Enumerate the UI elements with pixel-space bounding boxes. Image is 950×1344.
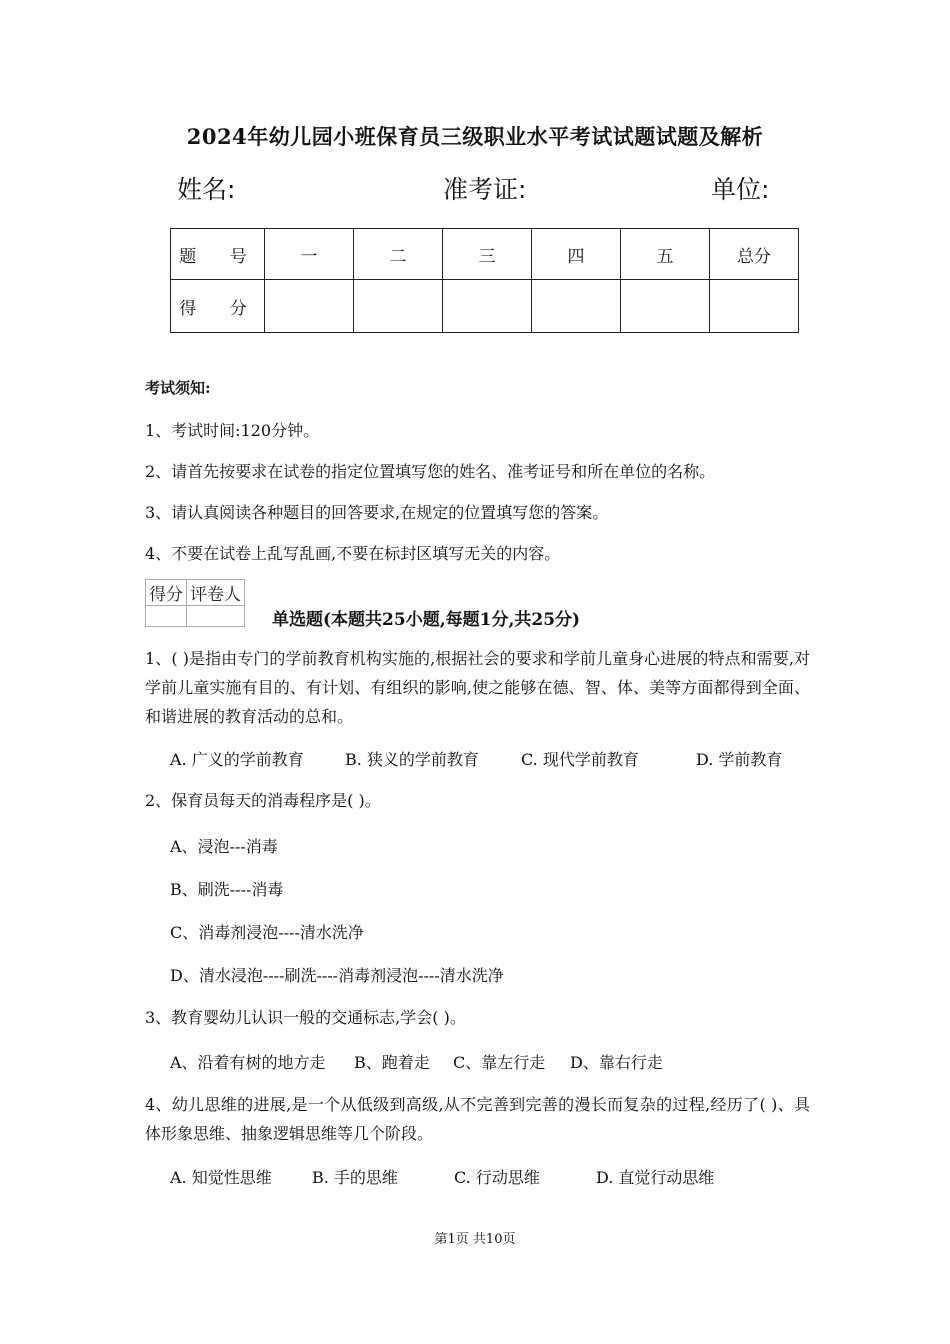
score-table-cell: 一 [265,229,354,280]
notice-heading: 考试须知: [145,379,211,397]
score-table [170,228,799,333]
score-table-cell: 二 [354,229,443,280]
grader-reviewer-cell[interactable] [187,606,245,627]
question-3-option-b[interactable]: B、跑着走 [354,1053,430,1072]
score-table-score-row [171,280,799,333]
question-3-text: 3、教育婴幼儿认识一般的交通标志,学会( )。 [145,1008,466,1027]
score-table-cell: 总分 [710,229,799,280]
notice-item: 4、不要在试卷上乱写乱画,不要在标封区填写无关的内容。 [145,544,561,563]
page-footer: 第1页 共10页 [434,1232,516,1247]
question-1-option-d[interactable]: D. 学前教育 [696,750,783,769]
score-input-cell[interactable] [265,280,354,333]
question-2-option-a[interactable]: A、浸泡---消毒 [170,837,278,856]
score-input-cell[interactable] [621,280,710,333]
question-1-option-a[interactable]: A. 广义的学前教育 [170,750,304,769]
score-table-header-row [171,229,799,280]
grader-table [145,579,245,627]
notice-item: 3、请认真阅读各种题目的回答要求,在规定的位置填写您的答案。 [145,503,609,522]
question-4-text: 4、幼儿思维的进展,是一个从低级到高级,从不完善到完善的漫长而复杂的过程,经历了( )、具体形象思维、抽象逻辑思维等几个阶段。 [145,1095,810,1143]
question-4-option-c[interactable]: C. 行动思维 [454,1168,540,1187]
question-2-option-c[interactable]: C、消毒剂浸泡----清水洗净 [170,923,364,942]
question-1-option-b[interactable]: B. 狭义的学前教育 [345,750,479,769]
score-table-cell: 得 分 [171,280,265,333]
score-input-cell[interactable] [354,280,443,333]
score-input-cell[interactable] [532,280,621,333]
question-2-text: 2、保育员每天的消毒程序是( )。 [145,791,381,810]
question-4-option-a[interactable]: A. 知觉性思维 [170,1168,272,1187]
question-3-option-d[interactable]: D、靠右行走 [570,1053,663,1072]
score-table-cell: 题 号 [171,229,265,280]
score-input-cell[interactable] [710,280,799,333]
question-3-option-a[interactable]: A、沿着有树的地方走 [170,1053,326,1072]
exam-id-label: 准考证: [443,175,527,204]
question-1-option-c[interactable]: C. 现代学前教育 [521,750,639,769]
question-2-option-d[interactable]: D、清水浸泡----刷洗----消毒剂浸泡----清水洗净 [170,966,504,985]
notice-item: 2、请首先按要求在试卷的指定位置填写您的姓名、准考证号和所在单位的名称。 [145,462,716,481]
unit-label: 单位: [711,175,770,204]
section-title: 单选题(本题共25小题,每题1分,共25分) [272,610,581,630]
page-title: 2024年幼儿园小班保育员三级职业水平考试试题试题及解析 [186,124,764,149]
score-input-cell[interactable] [443,280,532,333]
score-table-cell: 三 [443,229,532,280]
question-2-option-b[interactable]: B、刷洗----消毒 [170,880,284,899]
grader-reviewer-label: 评卷人 [187,580,245,606]
question-4-option-b[interactable]: B. 手的思维 [312,1168,398,1187]
question-1-text: 1、( )是指由专门的学前教育机构实施的,根据社会的要求和学前儿童身心进展的特点和需要,对学前儿童实施有目的、有计划、有组织的影响,使之能够在德、智、体、美等方面都得到全面、和谐进展的教育活动的总和。 [145,649,810,726]
notice-item: 1、考试时间:120分钟。 [145,421,320,440]
grader-score-cell[interactable] [146,606,187,627]
score-table-cell: 五 [621,229,710,280]
grader-score-label: 得分 [146,580,187,606]
question-4-option-d[interactable]: D. 直觉行动思维 [596,1168,715,1187]
score-table-cell: 四 [532,229,621,280]
question-3-option-c[interactable]: C、靠左行走 [453,1053,546,1072]
name-label: 姓名: [177,175,236,204]
